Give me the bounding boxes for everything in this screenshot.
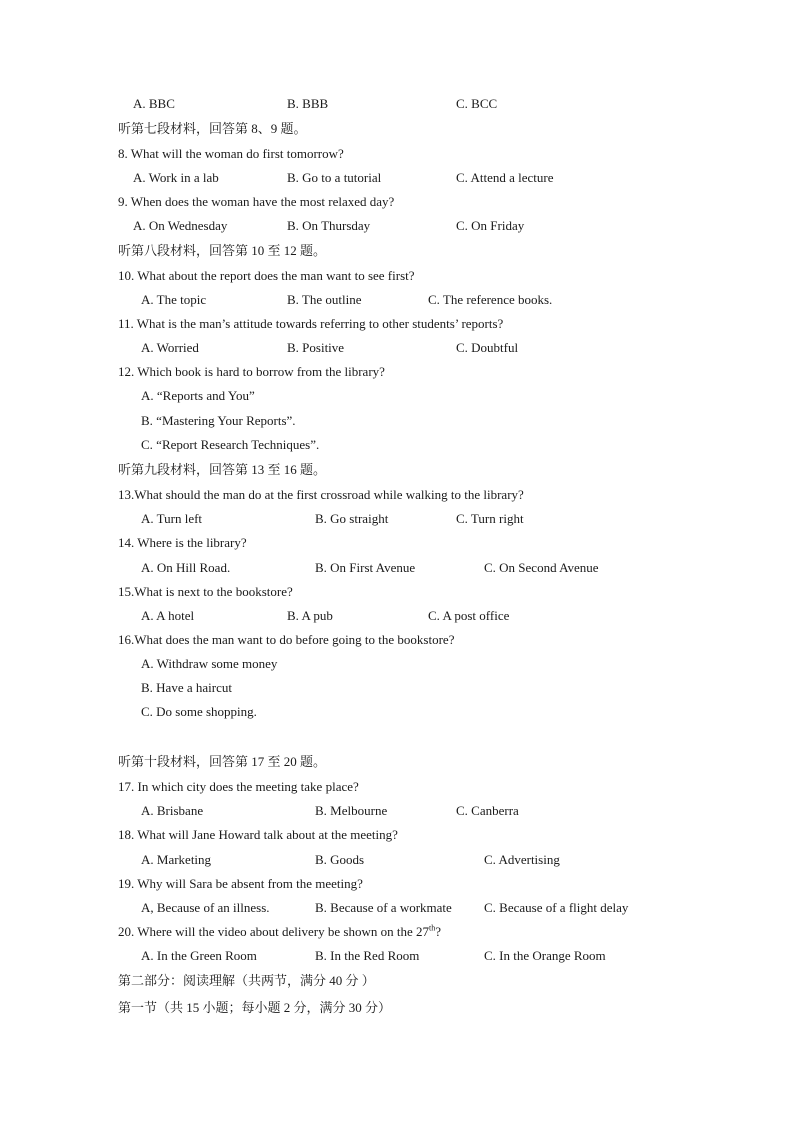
q15-option-c: C. A post office <box>428 608 510 623</box>
q15-option-a: A. A hotel <box>141 608 195 623</box>
question-11: 11. What is the man’s attitude towards referring to other students’ reports? <box>118 316 504 331</box>
q20-option-c: C. In the Orange Room <box>484 948 606 963</box>
q10-option-a: A. The topic <box>141 292 207 307</box>
q18-option-a: A. Marketing <box>141 852 212 867</box>
section-heading-10: 听第十段材料，回答第 17 至 20 题。 <box>118 754 327 769</box>
q18-option-c: C. Advertising <box>484 852 560 867</box>
q16-option-a: A. Withdraw some money <box>141 656 278 671</box>
question-10: 10. What about the report does the man want to see first? <box>118 268 415 283</box>
q19-option-b: B. Because of a workmate <box>315 900 452 915</box>
q13-option-c: C. Turn right <box>456 511 524 526</box>
q11-option-a: A. Worried <box>141 340 199 355</box>
q19-option-a: A, Because of an illness. <box>141 900 270 915</box>
question-9: 9. When does the woman have the most relaxed day? <box>118 194 395 209</box>
section-heading-7: 听第七段材料，回答第 8、9 题。 <box>118 121 307 136</box>
q17-option-b: B. Melbourne <box>315 803 388 818</box>
q9-option-a: A. On Wednesday <box>133 218 228 233</box>
q20-option-a: A. In the Green Room <box>141 948 257 963</box>
q13-option-b: B. Go straight <box>315 511 389 526</box>
q8-option-c: C. Attend a lecture <box>456 170 554 185</box>
q19-option-c: C. Because of a flight delay <box>484 900 629 915</box>
section-heading-9: 听第九段材料，回答第 13 至 16 题。 <box>118 462 327 477</box>
question-15: 15.What is next to the bookstore? <box>118 584 293 599</box>
q9-option-b: B. On Thursday <box>287 218 371 233</box>
q16-option-c: C. Do some shopping. <box>141 704 257 719</box>
question-20-end: ? <box>435 924 441 939</box>
question-19: 19. Why will Sara be absent from the meeting? <box>118 876 363 891</box>
part-2-heading: 第二部分：阅读理解（共两节，满分 40 分 ） <box>118 973 375 988</box>
q8-option-a: A. Work in a lab <box>133 170 219 185</box>
q7-option-a: A. BBC <box>133 96 175 111</box>
question-12: 12. Which book is hard to borrow from the library? <box>118 364 385 379</box>
q12-option-a: A. “Reports and You” <box>141 388 255 403</box>
q17-option-a: A. Brisbane <box>141 803 204 818</box>
q13-option-a: A. Turn left <box>141 511 203 526</box>
q18-option-b: B. Goods <box>315 852 365 867</box>
question-13: 13.What should the man do at the first crossroad while walking to the library? <box>118 487 524 502</box>
question-8: 8. What will the woman do first tomorrow? <box>118 146 344 161</box>
q7-option-c: C. BCC <box>456 96 498 111</box>
q7-option-b: B. BBB <box>287 96 329 111</box>
section-heading-8: 听第八段材料，回答第 10 至 12 题。 <box>118 243 327 258</box>
section-1-heading: 第一节（共 15 小题；每小题 2 分，满分 30 分） <box>118 1000 392 1015</box>
q8-option-b: B. Go to a tutorial <box>287 170 382 185</box>
question-18: 18. What will Jane Howard talk about at the meeting? <box>118 827 398 842</box>
q17-option-c: C. Canberra <box>456 803 519 818</box>
q16-option-b: B. Have a haircut <box>141 680 232 695</box>
q14-option-b: B. On First Avenue <box>315 560 416 575</box>
q20-option-b: B. In the Red Room <box>315 948 420 963</box>
q11-option-b: B. Positive <box>287 340 345 355</box>
question-20-text: 20. Where will the video about delivery be shown on the 27 <box>118 924 429 939</box>
q14-option-c: C. On Second Avenue <box>484 560 599 575</box>
q12-option-b: B. “Mastering Your Reports”. <box>141 413 296 428</box>
q12-option-c: C. “Report Research Techniques”. <box>141 437 320 452</box>
q11-option-c: C. Doubtful <box>456 340 519 355</box>
question-20 <box>118 924 441 940</box>
q10-option-c: C. The reference books. <box>428 292 553 307</box>
question-17: 17. In which city does the meeting take place? <box>118 779 359 794</box>
question-20-superscript: th <box>428 923 436 933</box>
q15-option-b: B. A pub <box>287 608 333 623</box>
q9-option-c: C. On Friday <box>456 218 525 233</box>
question-14: 14. Where is the library? <box>118 535 247 550</box>
question-16: 16.What does the man want to do before going to the bookstore? <box>118 632 455 647</box>
q14-option-a: A. On Hill Road. <box>141 560 231 575</box>
q10-option-b: B. The outline <box>287 292 362 307</box>
